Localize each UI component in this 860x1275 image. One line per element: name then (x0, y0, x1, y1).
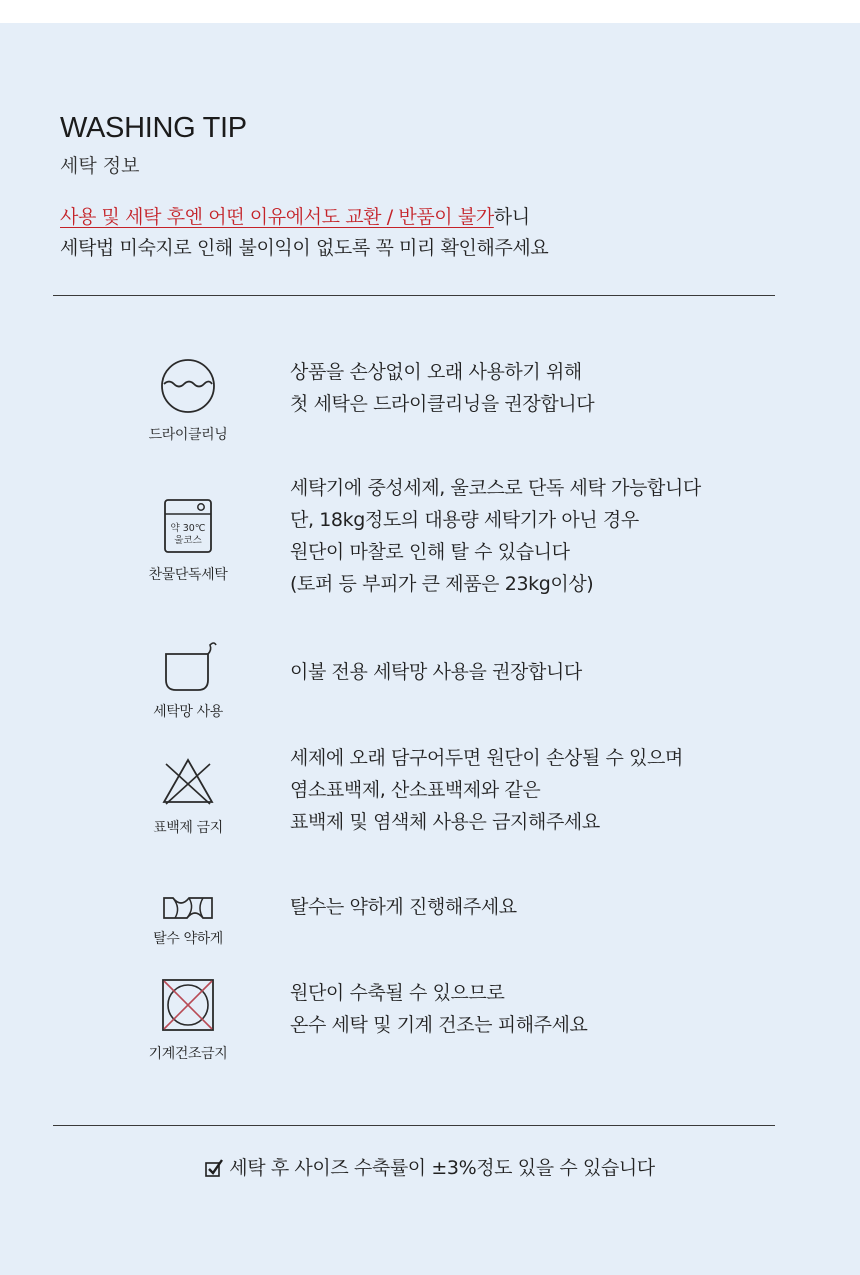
wool-course-text: 울코스 (174, 535, 202, 546)
tip-description (290, 656, 582, 688)
tip-label: 기계건조금지 (148, 1046, 228, 1062)
tip-line: 염소표백제, 산소표백제와 같은 (290, 779, 541, 801)
tip-line: 첫 세탁은 드라이클리닝을 권장합니다 (290, 393, 595, 415)
shrinkage-note-text: 세탁 후 사이즈 수축률이 ±3%정도 있을 수 있습니다 (229, 1157, 655, 1179)
tip-line: 단, 18kg정도의 대용량 세탁기가 아닌 경우 (290, 509, 639, 531)
tip-description (290, 472, 701, 600)
tip-description (290, 742, 683, 838)
tip-line: 세탁기에 중성세제, 울코스로 단독 세탁 가능합니다 (290, 477, 701, 499)
tip-line: 온수 세탁 및 기계 건조는 피해주세요 (290, 1014, 588, 1036)
tip-description (290, 977, 588, 1041)
laundry-net-icon (150, 640, 226, 694)
no-tumble-dry-icon (150, 977, 226, 1033)
tip-label: 드라이클리닝 (148, 427, 228, 443)
page-subtitle: 세탁 정보 (60, 155, 140, 177)
tip-line: 세제에 오래 담구어두면 원단이 손상될 수 있으며 (290, 747, 683, 769)
warning-notice (60, 202, 548, 264)
notice-line2: 세탁법 미숙지로 인해 불이익이 없도록 꼭 미리 확인해주세요 (60, 237, 549, 259)
tip-line: 원단이 마찰로 인해 탈 수 있습니다 (290, 541, 570, 563)
tip-description (290, 891, 517, 923)
shrinkage-note (0, 1153, 860, 1180)
no-refund-highlight: 사용 및 세탁 후엔 어떤 이유에서도 교환 / 반품이 불가 (60, 206, 494, 228)
bottom-divider (53, 1125, 775, 1126)
top-divider (53, 295, 775, 296)
tip-line: 원단이 수축될 수 있으므로 (290, 982, 505, 1004)
tip-line: (토퍼 등 부피가 큰 제품은 23kg이상) (290, 573, 594, 595)
gentle-spin-icon (150, 895, 226, 921)
washing-machine-icon (150, 498, 226, 554)
page-title: WASHING TIP (60, 112, 247, 144)
notice-line1-rest: 하니 (493, 206, 530, 228)
tip-line: 탈수는 약하게 진행해주세요 (290, 896, 517, 918)
dry-clean-icon (150, 357, 226, 415)
no-bleach-icon (150, 756, 226, 806)
tip-line: 표백제 및 염색체 사용은 금지해주세요 (290, 811, 600, 833)
tip-label: 표백제 금지 (153, 820, 223, 836)
tip-description (290, 356, 594, 420)
tip-line: 상품을 손상없이 오래 사용하기 위해 (290, 361, 582, 383)
checkbox-icon (205, 1159, 223, 1177)
tip-label: 세탁망 사용 (153, 704, 223, 720)
tip-label: 찬물단독세탁 (148, 567, 228, 583)
tip-label: 탈수 약하게 (153, 931, 223, 947)
tip-line: 이불 전용 세탁망 사용을 권장합니다 (290, 661, 582, 683)
wash-temp-text: 약 30℃ (170, 523, 206, 534)
